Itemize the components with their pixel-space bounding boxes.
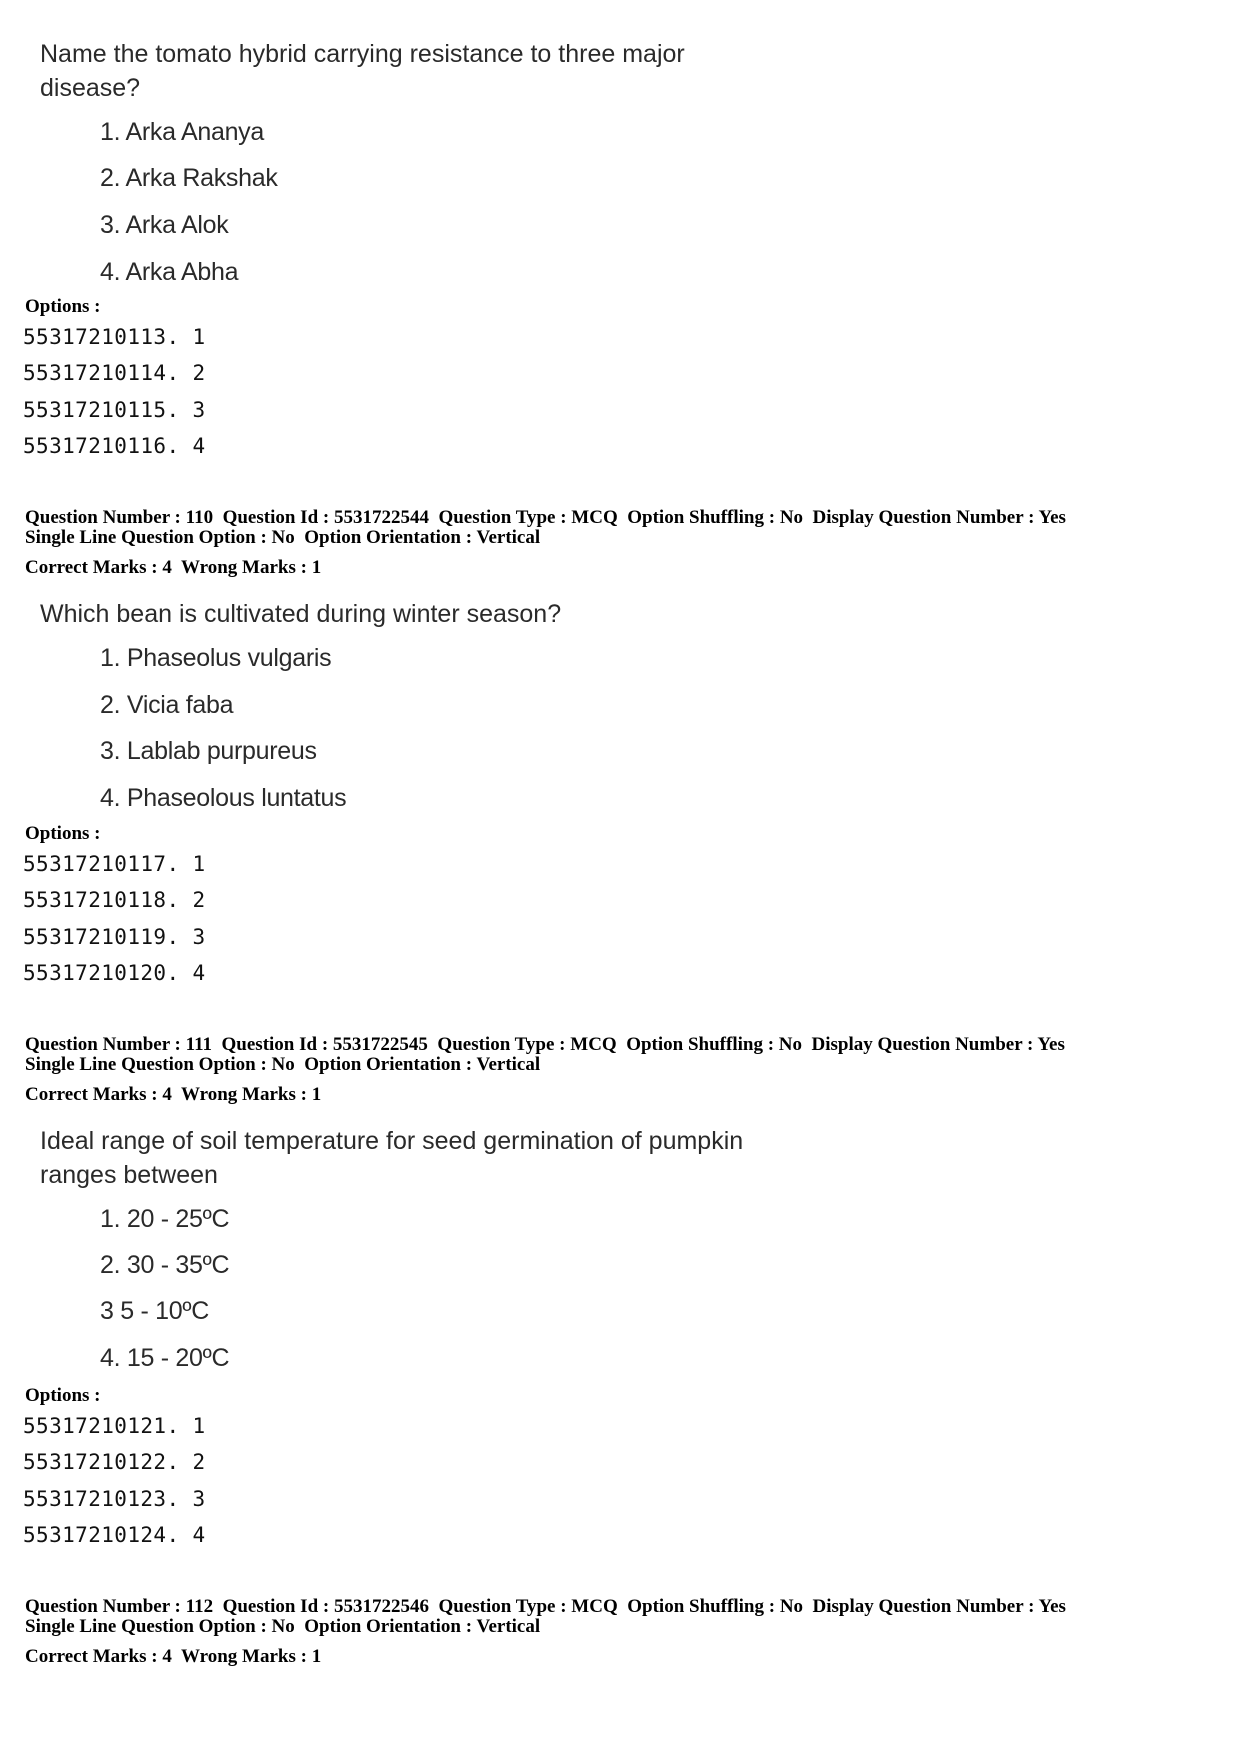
question-112-meta-line1: Question Number : 112 Question Id : 5531722546 Question Type : MCQ Option Shuffling : No Display Question Number : Yes (25, 1596, 1066, 1617)
question-110-choice-2: 2. Vicia faba (100, 691, 234, 719)
question-111-option-3: 55317210123. 3 (23, 1487, 206, 1511)
question-109-text-line1: Name the tomato hybrid carrying resistance to three major (40, 40, 685, 68)
question-111-option-4: 55317210124. 4 (23, 1523, 206, 1547)
question-111-text-line1: Ideal range of soil temperature for seed germination of pumpkin (40, 1127, 744, 1155)
question-110-marks: Correct Marks : 4 Wrong Marks : 1 (25, 557, 322, 578)
question-111-option-2: 55317210122. 2 (23, 1450, 206, 1474)
question-111-meta-line2: Single Line Question Option : No Option Orientation : Vertical (25, 1054, 541, 1075)
question-110-choice-3: 3. Lablab purpureus (100, 737, 317, 765)
question-109-option-4: 55317210116. 4 (23, 434, 206, 458)
question-111-marks: Correct Marks : 4 Wrong Marks : 1 (25, 1084, 322, 1105)
question-111-meta-line1: Question Number : 111 Question Id : 5531722545 Question Type : MCQ Option Shuffling : No Display Question Number : Yes (25, 1034, 1065, 1055)
question-110-choice-4: 4. Phaseolous luntatus (100, 784, 347, 812)
question-110-text-line1: Which bean is cultivated during winter season? (40, 600, 562, 628)
question-110-option-3: 55317210119. 3 (23, 925, 206, 949)
question-109-text-line2: disease? (40, 74, 141, 102)
question-110-choice-1: 1. Phaseolus vulgaris (100, 644, 332, 672)
question-111-choice-3: 3 5 - 10ºC (100, 1297, 209, 1325)
question-109-options-label: Options : (25, 296, 101, 317)
question-109-choice-1: 1. Arka Ananya (100, 118, 264, 146)
question-109-option-3: 55317210115. 3 (23, 398, 206, 422)
question-111-option-1: 55317210121. 1 (23, 1414, 206, 1438)
question-111-choice-1: 1. 20 - 25ºC (100, 1205, 230, 1233)
question-112-marks: Correct Marks : 4 Wrong Marks : 1 (25, 1646, 322, 1667)
question-110-option-2: 55317210118. 2 (23, 888, 206, 912)
question-109-choice-3: 3. Arka Alok (100, 211, 229, 239)
question-111-options-label: Options : (25, 1385, 101, 1406)
question-110-meta-line1: Question Number : 110 Question Id : 5531722544 Question Type : MCQ Option Shuffling : No Display Question Number : Yes (25, 507, 1066, 528)
question-110-options-label: Options : (25, 823, 101, 844)
question-112-meta-line2: Single Line Question Option : No Option Orientation : Vertical (25, 1616, 541, 1637)
question-110-option-1: 55317210117. 1 (23, 852, 206, 876)
question-109-choice-2: 2. Arka Rakshak (100, 164, 278, 192)
question-109-option-2: 55317210114. 2 (23, 361, 206, 385)
question-111-choice-2: 2. 30 - 35ºC (100, 1251, 230, 1279)
question-111-choice-4: 4. 15 - 20ºC (100, 1344, 230, 1372)
question-110-option-4: 55317210120. 4 (23, 961, 206, 985)
question-109-choice-4: 4. Arka Abha (100, 258, 239, 286)
question-111-text-line2: ranges between (40, 1161, 218, 1189)
question-109-option-1: 55317210113. 1 (23, 325, 206, 349)
question-110-meta-line2: Single Line Question Option : No Option Orientation : Vertical (25, 527, 541, 548)
